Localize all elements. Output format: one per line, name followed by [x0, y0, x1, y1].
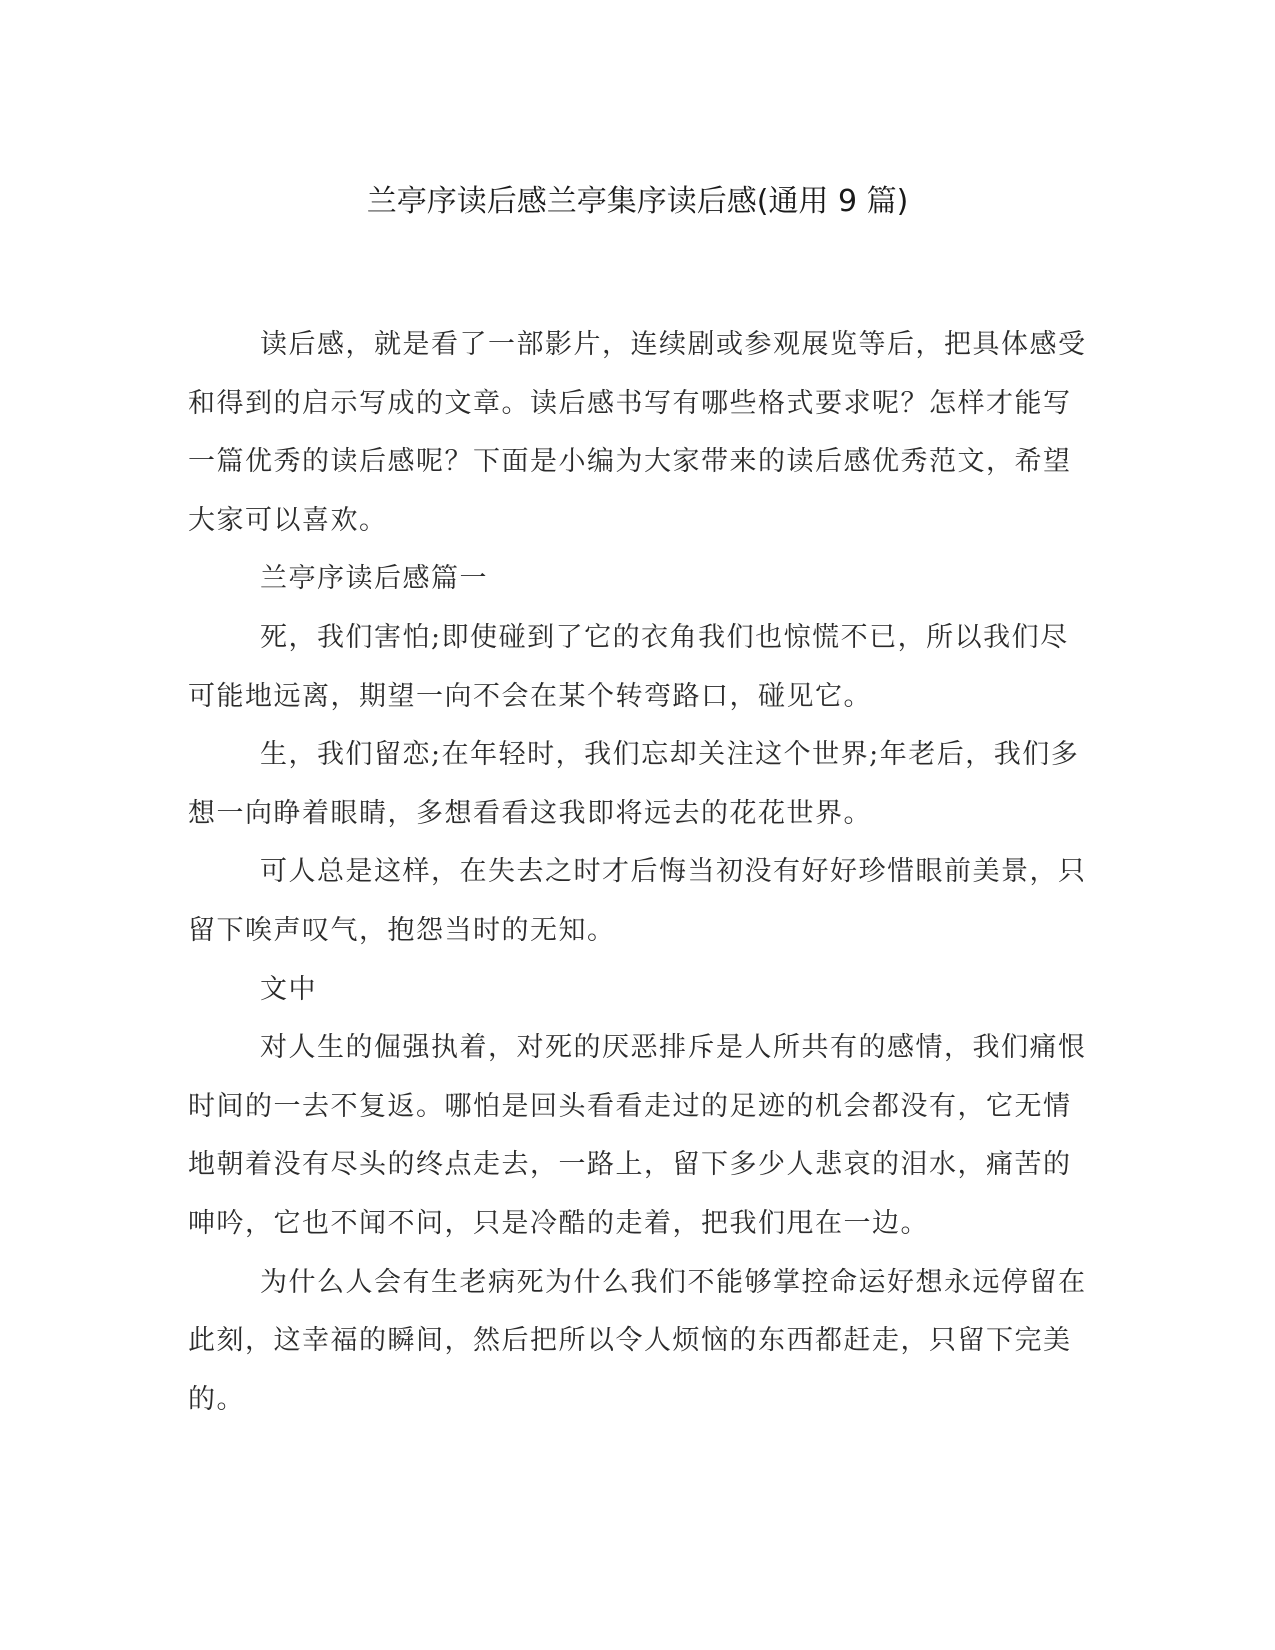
paragraph: 可人总是这样，在失去之时才后悔当初没有好好珍惜眼前美景，只留下唉声叹气，抱怨当时的无知。: [188, 856, 1087, 946]
paragraph: 为什么人会有生老病死为什么我们不能够掌控命运好想永远停留在此刻，这幸福的瞬间，然后把所以令人烦恼的东西都赶走，只留下完美的。: [188, 1266, 1087, 1415]
document-title: 兰亭序读后感兰亭集序读后感(通用 9 篇): [366, 184, 909, 219]
section-heading: 兰亭序读后感篇一: [260, 563, 488, 595]
paragraph: 死，我们害怕;即使碰到了它的衣角我们也惊慌不已，所以我们尽可能地远离，期望一向不会在某个转弯路口，碰见它。: [188, 621, 1069, 712]
paragraph-intro: 读后感，就是看了一部影片，连续剧或参观展览等后，把具体感受和得到的启示写成的文章。读后感书写有哪些格式要求呢？怎样才能写一篇优秀的读后感呢？下面是小编为大家带来的读后感优秀范文，希望大家可以喜欢。: [188, 329, 1087, 536]
paragraph: 文中: [260, 973, 317, 1005]
paragraph: 对人生的倔强执着，对死的厌恶排斥是人所共有的感情，我们痛恨时间的一去不复返。哪怕是回头看看走过的足迹的机会都没有，它无情地朝着没有尽头的终点走去，一路上，留下多少人悲哀的泪水，痛苦的呻吟，它也不闻不问，只是冷酷的走着，把我们甩在一边。: [188, 1032, 1087, 1239]
document-body: [188, 316, 1088, 1429]
paragraph: 生，我们留恋;在年轻时，我们忘却关注这个世界;年老后，我们多想一向睁着眼睛，多想看看这我即将远去的花花世界。: [188, 739, 1080, 829]
